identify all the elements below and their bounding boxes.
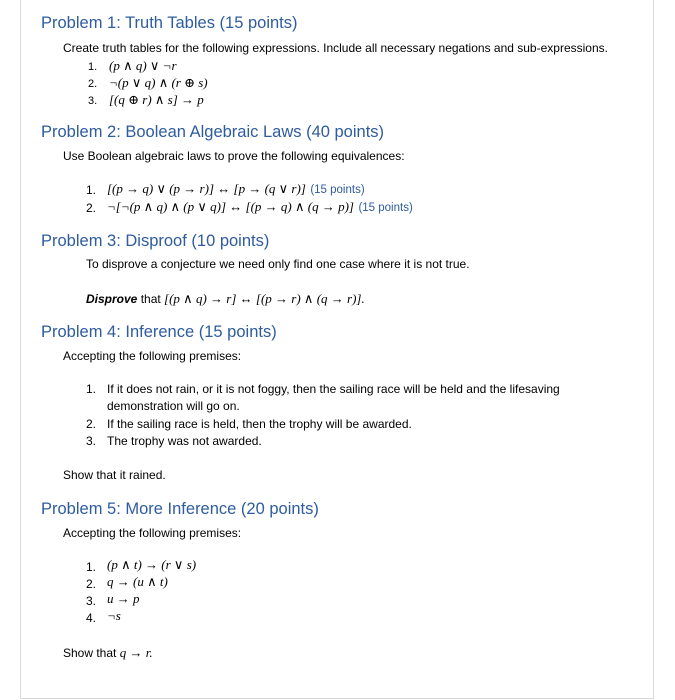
problem-4-item-1-line-1: If it does not rain, or it is not foggy, then the sailing race will be held and the lifesaving	[107, 382, 560, 396]
problem-2-intro: Use Boolean algebraic laws to prove the following equivalences:	[63, 149, 405, 163]
problem-2-item-1-expression: [(p → q) ∨ (p → r)] ↔ [p → (q ∨ r)]	[107, 181, 306, 196]
problem-5-conclusion-expression: q → r.	[119, 645, 153, 660]
that-word: that	[137, 292, 165, 306]
problem-1-item-2-expression: ¬(p ∨ q) ∧ (r ⊕ s)	[109, 75, 208, 90]
problem-2-item-2-number: 2.	[86, 201, 97, 215]
problem-1-item-1-expression: (p ∧ q) ∨ ¬r	[109, 58, 177, 73]
problem-4-item-2-text: If the sailing race is held, then the trophy will be awarded.	[107, 417, 412, 431]
problem-3-intro: To disprove a conjecture we need only find one case where it is not true.	[86, 257, 470, 271]
problem-5-item-4-number: 4.	[86, 611, 97, 625]
problem-4-item-3-text: The trophy was not awarded.	[107, 434, 262, 448]
problem-2-item-2	[107, 198, 413, 216]
problem-3-expression: [(p ∧ q) → r] ↔ [(p → r) ∧ (q → r)].	[164, 291, 365, 306]
problem-4-conclusion: Show that it rained.	[63, 468, 166, 482]
problem-2-item-2-expression: ¬[¬(p ∧ q) ∧ (p ∨ q)] ↔ [(p → q) ∧ (q → p)]	[107, 199, 354, 214]
problem-5-conclusion-text: Show that	[63, 646, 120, 660]
problem-2-item-1	[107, 180, 365, 198]
problem-5-item-3-expression: u → p	[107, 591, 140, 606]
problem-3-heading: Problem 3: Disproof (10 points)	[41, 232, 270, 250]
problem-4-heading: Problem 4: Inference (15 points)	[41, 323, 277, 341]
problem-4-item-1-number: 1.	[86, 382, 97, 396]
problem-1-item-3-number: 3.	[88, 95, 98, 107]
problem-5-item-3-number: 3.	[86, 594, 97, 608]
problem-5-intro: Accepting the following premises:	[63, 526, 242, 540]
problem-4-item-1-line-2: demonstration will go on.	[107, 399, 240, 413]
problem-5-item-1-number: 1.	[86, 560, 97, 574]
problem-5-item-1-expression: (p ∧ t) → (r ∨ s)	[107, 557, 197, 572]
problem-1-item-2-number: 2.	[88, 78, 98, 90]
problem-5-item-2-number: 2.	[86, 577, 97, 591]
problem-5-item-4-expression: ¬s	[107, 608, 121, 623]
problem-2-item-1-points: (15 points)	[310, 184, 365, 196]
problem-2-item-1-number: 1.	[86, 183, 97, 197]
problem-1-item-1-number: 1.	[88, 61, 98, 73]
problem-4-item-3-number: 3.	[86, 434, 97, 448]
problem-2-item-2-points: (15 points)	[358, 202, 413, 214]
problem-4-item-2-number: 2.	[86, 417, 97, 431]
disprove-word: Disprove	[86, 292, 138, 306]
problem-1-item-3-expression: [(q ⊕ r) ∧ s] → p	[109, 92, 204, 107]
problem-1-heading: Problem 1: Truth Tables (15 points)	[41, 14, 298, 32]
problem-4-intro: Accepting the following premises:	[63, 349, 242, 363]
problem-5-heading: Problem 5: More Inference (20 points)	[41, 500, 319, 518]
problem-3-statement	[86, 291, 365, 307]
problem-5-conclusion	[63, 645, 153, 661]
problem-2-heading: Problem 2: Boolean Algebraic Laws (40 points)	[41, 123, 385, 141]
problem-1-intro: Create truth tables for the following expressions. Include all necessary negations and sub-expressions.	[63, 41, 608, 55]
problem-5-item-2-expression: q → (u ∧ t)	[107, 574, 168, 589]
